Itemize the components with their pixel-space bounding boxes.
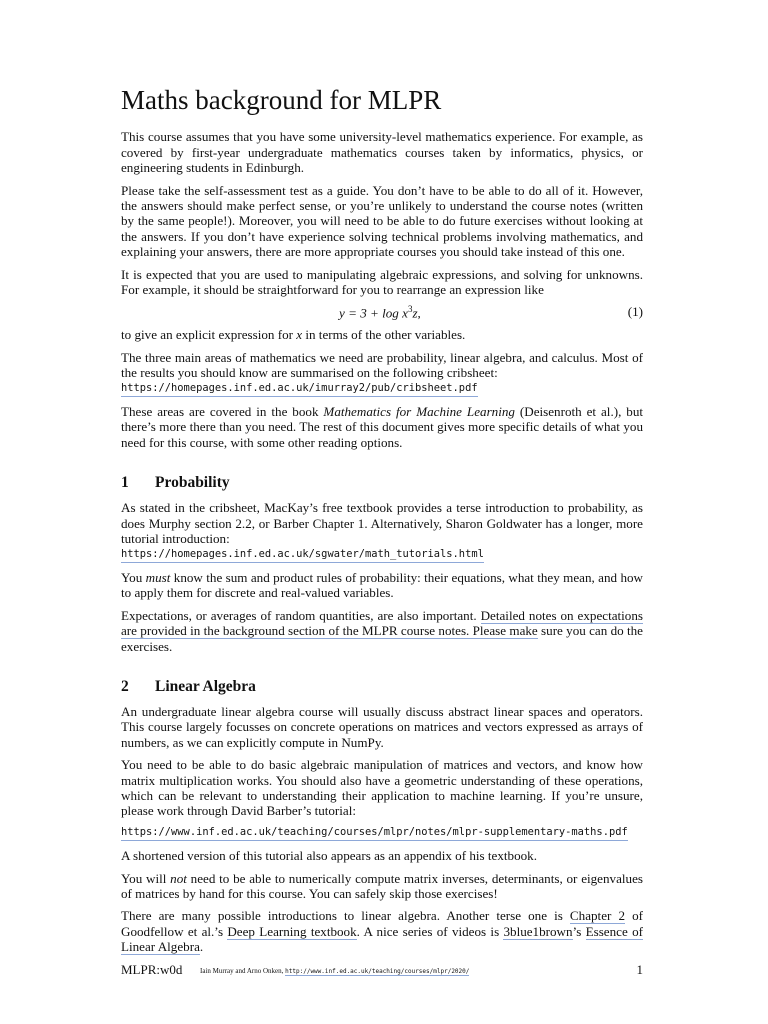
- section-heading-linear-algebra: [121, 678, 643, 696]
- page-number: 1: [636, 962, 643, 977]
- intro-paragraph-3: It is expected that you are used to manipulating algebraic expressions, and solving for unknowns. For example, it should be straightforward for you to rearrange an expression like: [121, 266, 643, 298]
- equation-1: [121, 304, 643, 322]
- intro-paragraph-6: [121, 404, 643, 450]
- intro-p5-text: The three main areas of mathematics we need are probability, linear algebra, and calculus. Most of the results you should know are summarised on the following cribsheet:: [121, 349, 643, 381]
- section-number: 1: [121, 474, 129, 492]
- math-tutorials-link[interactable]: https://homepages.inf.ed.ac.uk/sgwater/math_tutorials.html: [121, 547, 484, 563]
- probability-p2-text-b: know the sum and product rules of probability: their equations, what they mean, and how to apply them for discrete and real-valued variables.: [121, 569, 643, 601]
- intro-p6-text-b: (Deisenroth et al.), but there’s more there than you need. The rest of this document gives more specific details of what you need for this course, with some other reading options.: [121, 404, 644, 450]
- linear-algebra-p4-text-b: need to be able to numerically compute matrix inverses, determinants, or eigenvalues of matrices by hand for this course. You can safely skip those exercises!: [121, 870, 643, 902]
- linear-algebra-url-line: [121, 825, 643, 841]
- intro-paragraph-4: [121, 327, 643, 342]
- supplementary-maths-link[interactable]: https://www.inf.ed.ac.uk/teaching/courses/mlpr/notes/mlpr-supplementary-maths.pdf: [121, 825, 628, 841]
- footer-course-code: MLPR:w0d: [121, 962, 183, 977]
- linear-algebra-paragraph-5: [121, 908, 643, 954]
- emphasis-not: not: [170, 870, 187, 886]
- section-title: Probability: [155, 474, 230, 492]
- section-heading-probability: [121, 474, 643, 492]
- intro-p4-text-a: to give an explicit expression for: [121, 327, 297, 343]
- probability-p3-text-a: Expectations, or averages of random quantities, are also important.: [121, 607, 481, 623]
- emphasis-must: must: [145, 569, 171, 585]
- linear-algebra-paragraph-4: [121, 871, 643, 902]
- footer-course-link[interactable]: http://www.inf.ed.ac.uk/teaching/courses/mlpr/2020/: [285, 968, 470, 975]
- linear-algebra-p2-text: You need to be able to do basic algebraic manipulation of matrices and vectors, and know how matrix multiplication works. You should also have a geometric understanding of these operations, which can be relevant to understanding their application to machine learning. If you’re unsure, please work through David Barber’s tutorial:: [121, 757, 643, 819]
- essence-linear-algebra-link[interactable]: Essence of Linear Algebra: [121, 923, 643, 955]
- footer-authors: [200, 967, 469, 975]
- probability-paragraph-3: [121, 608, 643, 654]
- section-number: 2: [121, 677, 129, 695]
- linear-algebra-p5-text-c: . A nice series of videos is: [356, 923, 504, 939]
- book-title: Mathematics for Machine Learning: [323, 404, 515, 420]
- 3blue1brown-link[interactable]: 3blue1brown: [503, 923, 573, 939]
- variable-x: x: [296, 327, 303, 343]
- equation-rhs: z,: [412, 305, 421, 321]
- intro-paragraph-1: This course assumes that you have some university-level mathematics experience. For example, as covered by first-year undergraduate mathematics courses taken by informatics, physics, or engineering students in Edinburgh.: [121, 129, 643, 176]
- page-title: Maths background for MLPR: [121, 85, 442, 115]
- probability-p3-text-b: sure you can do the exercises.: [121, 623, 643, 654]
- equation-number: (1): [627, 304, 643, 320]
- equation-exponent: 3: [407, 304, 413, 315]
- section-title: Linear Algebra: [155, 677, 256, 695]
- probability-paragraph-1: [121, 500, 643, 563]
- expectations-notes-link[interactable]: Detailed notes on expectations are provided in the background section of the MLPR course notes. Please make: [121, 607, 643, 639]
- cribsheet-link[interactable]: https://homepages.inf.ed.ac.uk/imurray2/pub/cribsheet.pdf: [121, 381, 478, 397]
- intro-paragraph-2: Please take the self-assessment test as a guide. You don’t have to be able to do all of it. However, the answers should make perfect sense, or you’re unlikely to understand the course notes (written by the same people!). Moreover, you will need to be able to do future exercises without looking at the answers. If you don’t have experience solving technical problems involving mathematics, and explaining your answers, there are more appropriate courses you should take instead of this one.: [121, 182, 643, 260]
- intro-paragraph-5: [121, 350, 643, 397]
- footer-authors-text: Iain Murray and Arno Onken,: [200, 967, 286, 975]
- linear-algebra-paragraph-1: An undergraduate linear algebra course will usually discuss abstract linear spaces and operators. This course largely focusses on concrete operations on matrices and vectors expressed as arrays of numbers, as we can explicitly compute in NumPy.: [121, 703, 643, 750]
- chapter-2-link[interactable]: Chapter 2: [569, 908, 625, 924]
- probability-p2-text-a: You: [121, 569, 146, 585]
- intro-p6-text-a: These areas are covered in the book: [121, 404, 324, 420]
- equation-body: [339, 304, 421, 321]
- document-body: [121, 84, 643, 962]
- probability-p1-text: As stated in the cribsheet, MacKay’s free textbook provides a terse introduction to probability, as does Murphy section 2.2, or Barber Chapter 1. Alternatively, Sharon Goldwater has a longer, more tutorial introduction:: [121, 500, 643, 547]
- linear-algebra-paragraph-3: A shortened version of this tutorial also appears as an appendix of his textbook.: [121, 848, 538, 864]
- linear-algebra-p5-text-e: .: [199, 939, 204, 955]
- linear-algebra-p5-text-a: There are many possible introductions to linear algebra. Another terse one is: [121, 908, 570, 924]
- linear-algebra-paragraph-2: [121, 757, 643, 819]
- equation-lhs: y = 3 + log x: [339, 305, 408, 321]
- linear-algebra-p4-text-a: You will: [121, 870, 171, 886]
- intro-p4-text-b: in terms of the other variables.: [302, 327, 466, 343]
- linear-algebra-p5-text-b: of Goodfellow et al.’s: [121, 908, 643, 939]
- linear-algebra-p5-text-d: ’s: [572, 923, 586, 939]
- page-footer: [121, 962, 643, 982]
- probability-paragraph-2: [121, 570, 643, 601]
- deep-learning-textbook-link[interactable]: Deep Learning textbook: [227, 923, 357, 939]
